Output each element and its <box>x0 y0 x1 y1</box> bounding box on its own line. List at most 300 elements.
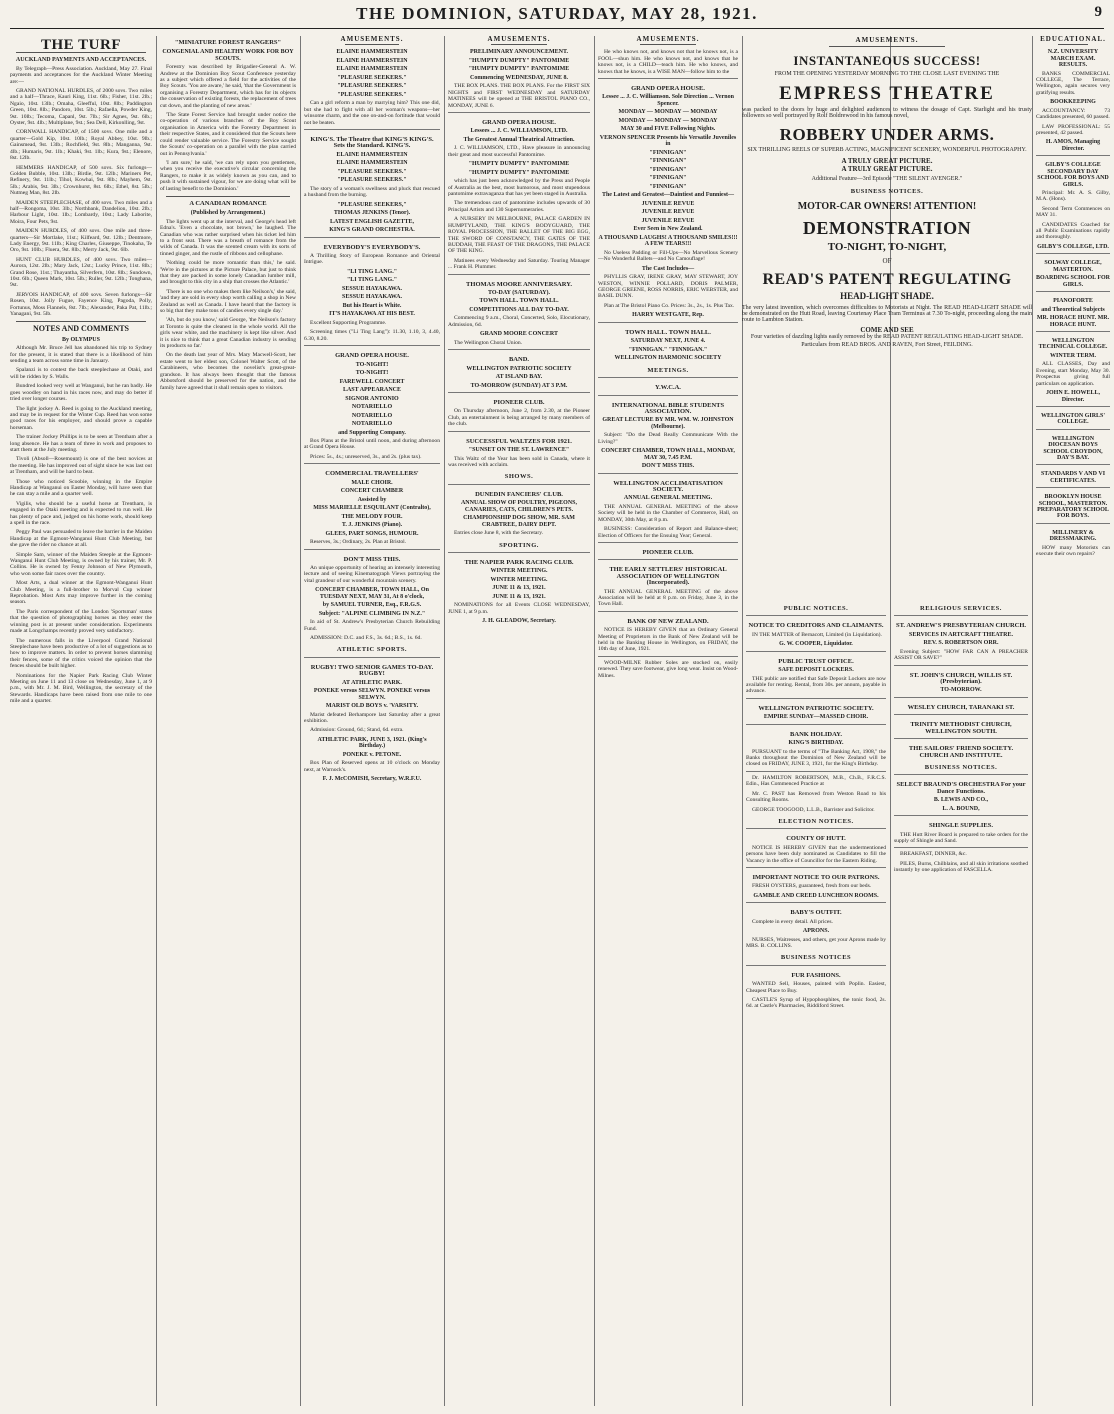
ad-venue: CONCERT CHAMBER, TOWN HALL, On TUESDAY NEXT, MAY 31, At 8 o'clock, <box>315 587 429 600</box>
notice-text: NURSES, Waitresses, and others, get your Aprons made by MRS. B. COLLINS. <box>746 936 886 949</box>
article-paragraph: Most Arts, a dual winner at the Egmont-Wanganui Hunt Club Meeting, is a full-brother to Morval Cup winner Reprobation. Most Arts may improve further in the coming season. <box>10 580 152 606</box>
article-paragraph: JERVOIS HANDICAP, of 400 sovs. Seven furlongs—Sir Rosen, 10st. Jolly Fugue, Fayence King, Pagoda, Polly, Fortunus, Moss Flannels, 8st. 7lb.; Alexander, Paka Pat, 11lb.; Yanagani, 9st. 5lb. <box>10 291 152 318</box>
ad-film-title: "PLEASURE SEEKERS." <box>337 74 407 81</box>
ad-text: Prices: 5s., 4s.; unreserved, 3s., and 2s. (plus tax). <box>310 453 422 460</box>
notice-heading: WELLINGTON PATRIOTIC SOCIETY. <box>758 704 874 712</box>
ad-text: Reserves, 3s.; Ordinary, 2s. Plan at Bristol. <box>310 539 407 546</box>
article-paragraph: Spalanzi is to contest the back steeplechase at Otaki, and will be ridden by S. Walls. <box>10 367 152 380</box>
column-amusements-3 <box>598 36 738 1406</box>
notice-text: HOW many Motorists can execute their own repairs? <box>1036 544 1110 558</box>
ad-heading: TOWN HALL. TOWN HALL. <box>625 328 711 336</box>
notice-doctor <box>746 771 886 813</box>
ad-feature: "SUNSET ON THE ST. LAWRENCE" <box>468 447 570 454</box>
notice-standards <box>1036 464 1110 484</box>
ad-feature: COMPETITIONS ALL DAY TO-DAY. <box>469 306 569 313</box>
ad-performer: NOTARIELLO <box>351 404 393 410</box>
notice-subheading: APRONS. <box>802 928 830 935</box>
notice-text: ALL CLASSES, Day and Evening, start Monday, May 30. Prospectus giving full particulars on application. <box>1036 361 1110 387</box>
ad-text: A NURSERY IN MELBOURNE, PALACE GARDEN IN HUMPTYLAND, THE KING'S BODYGUARD, THE ROYAL PROCESSION, THE BALLET OF THE BIG EGG, THE SWORD OF CONSTANCY, THE GATES OF THE BUDDAH, THE FEAST OF THE DRAGONS, THE PALACE OF THE KING. <box>448 216 590 255</box>
notice-text: CASTLE'S Syrup of Hypophosphites, the tonic food, 2s. 6d. at Castle's Pharmacies, Riddiford Street. <box>746 997 886 1010</box>
notice-heading: WELLINGTON DIOCESAN BOYS SCHOOL CROYDON, DAY'S BAY. <box>1043 435 1103 462</box>
ad-text: Four varieties of dazzling lights easily removed by the READ PATENT REGULATING HEAD-LIGHT SHADE. <box>750 334 1024 340</box>
ad-performer: MISS MARIELLE ESQUILANT (Contralto), <box>313 505 431 512</box>
column-heading: EDUCATIONAL. <box>1036 36 1110 45</box>
ad-travellers-choir <box>304 463 440 545</box>
ad-heading: GRAND OPERA HOUSE. <box>482 119 556 127</box>
ad-tagline: COME AND SEE <box>860 326 914 334</box>
ad-text: Box Plan of Reserved opens at 10 o'clock on Monday next, at Warnock's. <box>304 760 440 773</box>
section-label: RELIGIOUS SERVICES. <box>920 605 1002 612</box>
ad-feature: "HUMPTY DUMPTY" PANTOMIME <box>468 57 570 64</box>
ad-star-name: ELAINE HAMMERSTEIN <box>336 151 408 158</box>
ad-date: JUNE 11 & 13, 1921. <box>492 585 546 592</box>
ad-heading: SUCCESSFUL WALTZES FOR 1921. <box>466 437 572 445</box>
ad-venue: ATHLETIC PARK, JUNE 3, 1921. (King's Birthday.) <box>317 736 427 750</box>
ad-venue: AT ATHLETIC PARK. <box>342 679 402 686</box>
article-paragraph: 'The State Forest Service had brought under notice the co-operation of various branches of the Boy Scout organisation in America with the Forestry Department in their respective States, and it considered that the Scouts here could render valuable service. The Forestry Service sought the Scouts' co-operation on a parallel with the plan carried out in Pennsylvania.' <box>160 112 296 157</box>
ad-film-title: "PLEASURE SEEKERS," <box>337 201 407 208</box>
ad-band <box>448 349 590 389</box>
ad-feature: WINTER MEETING. <box>490 568 548 575</box>
ad-humpty-dumpty <box>448 112 590 271</box>
column-heading: AMUSEMENTS. <box>448 36 590 45</box>
ad-venue: TOWN HALL. TOWN HALL. <box>479 298 559 305</box>
article-paragraph: 'There is no one who makes them like Neilson's,' she said, 'and they are sold in every shop worth calling a shop in New Zealand as well as Canada. I have heard that the factory is so big that they make tons of candies every single day.' <box>160 288 296 315</box>
ad-text: Can a girl reform a man by marrying him? This one did, but she had to fight with all her woman's weapons—her winsome charm, and the one on-and-on fortitude that would not be beaten. <box>304 100 440 126</box>
notice-shingle <box>894 815 1028 844</box>
ad-text: THE BOX PLANS. THE BOX PLANS. For the FIRST SIX NIGHTS and FIRST WEDNESDAY and SATURDAY MATINEES will be opened at THE BRISTOL PIANO CO., MONDAY, JUNE 6. <box>448 83 590 109</box>
ad-text: J. C. WILLIAMSON, LTD., Have pleasure in announcing their great and most successful Pantomime. <box>448 145 590 158</box>
notice-heading: GILBY'S COLLEGE SECONDARY DAY SCHOOL FOR BOYS AND GIRLS. <box>1037 162 1109 188</box>
ad-heading: EVERYBODY'S EVERYBODY'S. <box>323 243 421 251</box>
ad-tagline: A TRULY GREAT PICTURE. <box>841 157 933 165</box>
ad-feature: KING'S GRAND ORCHESTRA. <box>329 227 415 234</box>
divider <box>16 321 146 322</box>
notice-subheading: BOARDING SCHOOL FOR GIRLS. <box>1036 275 1110 288</box>
article-heading: "MINIATURE FOREST RANGERS" <box>174 39 282 46</box>
ad-text: On Thursday afternoon, June 2, from 2.30, at the Pioneer Club, an entertainment is being arranged by many members of the club. <box>448 408 590 428</box>
notice-heading: SOLWAY COLLEGE, MASTERTON. <box>1044 260 1102 273</box>
column-public-notices <box>746 600 886 1406</box>
column-divider <box>300 36 301 1406</box>
ad-tagline: A TRULY GREAT PICTURE. <box>841 165 933 173</box>
notice-diocesan <box>1036 429 1110 462</box>
notice-text: Mr. C. PAST has Removed from Weston Road to his Consulting Rooms. <box>746 790 886 804</box>
ad-heading: GRAND OPERA HOUSE. <box>335 352 409 360</box>
notice-technical <box>1036 331 1110 403</box>
ad-date: MONDAY — MONDAY — MONDAY <box>618 109 718 116</box>
ad-film-title: "PLEASURE SEEKERS." <box>337 168 407 175</box>
ad-feature: The Greatest Annual Theatrical Attraction. <box>463 136 575 143</box>
ad-napier-park <box>448 552 590 625</box>
article-paragraph: Nominations for the Napier Park Racing Club Winter Meeting on June 11 and 13 close on Wednesday, June 1, at 9 p.m., with Mr. J. M. Bird, Wellington, the secretary of the Stewards. Handicaps have been raised from one mile to one mile and a quarter. <box>10 672 152 705</box>
notice-subheading: SERVICES IN ARTCRAFT THEATRE. <box>909 631 1013 638</box>
notice-text: LAW PROFESSIONAL: 55 presented, 42 passed. <box>1036 123 1110 136</box>
article-paragraph: HEMMERS HANDICAP, of 500 sovs. Six furlongs—Golden Bubble, 10st. 13lb.; Birdie, 9st. 12lb.; Mariners Pet, Refinery, 9st. 11lb.; Tihol, Kowhai, 9st. 8lb.; Mayhem, 9st. 5lb.; Arabis, 9st. 3lb.; Crownhurst, 8st. 6lb.; Ethel, 8st. 5lb.; Nutmeg Man, 8st. 2lb. <box>10 164 152 197</box>
section-label: BUSINESS NOTICES. <box>924 763 998 771</box>
ad-tagline: A THOUSAND LAUGHS! A THOUSAND SMILES!!! A FEW TEARS!!! <box>598 234 738 248</box>
notice-text: Complete in every detail. All prices. <box>752 918 833 925</box>
ad-heading: PIONEER CLUB. <box>642 548 694 556</box>
notice-text: PURSUANT to the terms of "The Banking Act, 1908," the Banks throughout the Dominion of New Zealand will be closed on FRIDAY, JUNE 3, 1921, for the King's Birthday. <box>746 748 886 768</box>
article-paragraph: The trainer Jockey Phillips is to be seen at Trentham after a long absence. He has a team of three in work and proposes to start them at the July meeting. <box>10 434 152 453</box>
page-number: 9 <box>1094 4 1102 20</box>
column-heading: AMUSEMENTS. <box>742 36 1032 47</box>
notice-trinity <box>894 714 1028 735</box>
notice-subheading: and Theoretical Subjects <box>1041 306 1105 313</box>
ad-performer: NOTARIELLO <box>351 421 393 427</box>
ad-headline: INSTANTANEOUS SUCCESS! <box>793 53 981 68</box>
ad-date: TO-DAY (SATURDAY). <box>487 289 551 296</box>
ad-film-title: "LI TING LANG." <box>346 277 398 284</box>
ad-everybodys <box>304 237 440 342</box>
column-amusements-1 <box>304 36 440 1406</box>
ad-rugby <box>304 657 440 783</box>
notice-patriotic <box>746 698 886 721</box>
ad-text: Subject: "Do the Dead Really Communicate With the Living?" <box>598 432 738 445</box>
ad-text: SIX THRILLING REELS OF SUPERB ACTING, MAGNIFICENT SCENERY, WONDERFUL PHOTOGRAPHY. <box>747 147 1027 153</box>
ad-early-settlers <box>598 559 738 607</box>
ad-text: NOMINATIONS for all Events CLOSE WEDNESDAY, JUNE 1, at 9 p.m. <box>448 602 590 615</box>
ad-heading: COMMERCIAL TRAVELLERS' <box>325 470 419 478</box>
ad-feature: "HUMPTY DUMPTY" PANTOMIME <box>468 66 570 73</box>
article-paragraph: On the death last year of Mrs. Mary Macwell-Scott, her estate went to her eldest son, Colonel Walter Scott, of the Carabineers, who becomes the novelist's great-great-grandson. It has always been thought that the famous Abbotsford should be preserved for the nation, and the family have agreed that it shall remain open to visitors. <box>160 352 296 391</box>
ad-feature: WELLINGTON PATRIOTIC SOCIETY <box>466 365 572 372</box>
section-label: SHOWS. <box>504 473 534 481</box>
notice-heading: FUR FASHIONS. <box>791 971 841 979</box>
column-divider <box>444 36 445 1406</box>
ad-tagline: DON'T MISS THIS. <box>641 463 695 470</box>
ad-date: SATURDAY NEXT, JUNE 4. <box>630 338 706 345</box>
article-paragraph: Those who noticed Scoobie, winning in the Empire Handicap at Wanganui on Easter Monday, will have seen that he can stay a mile and a quarter well. <box>10 478 152 498</box>
divider <box>166 196 290 197</box>
notice-gilbys <box>1036 155 1110 250</box>
ad-signature: HARRY WESTGATE, Rep. <box>632 312 704 319</box>
ad-film-title: "FINNIGAN" <box>649 166 687 173</box>
article-paragraph: By Telegraph—Press Association. Auckland, May 27. Final payments and acceptances for the Auckland Winter Meeting are:— <box>10 65 152 85</box>
ad-text: ADMISSION: D.C. and F.S., 3s. 6d.; B.S., 1s. 6d. <box>310 634 422 641</box>
article-paragraph: The light jockey A. Reed is going to the Auckland meeting, and may be in request for the Winter Cup. Reed has won some good races for his employer, and should prove a capable horseman. <box>10 405 152 431</box>
ad-star-name: ELAINE HAMMERSTEIN <box>336 57 408 64</box>
ad-kings-theatre <box>304 129 440 234</box>
ad-date: MONDAY — MONDAY — MONDAY <box>618 117 718 124</box>
ad-grand-opera-house <box>304 345 440 460</box>
ad-text: The tremendous cast of pantomime includes upwards of 30 Principal Artists and 130 Supernumeraries. <box>448 200 590 213</box>
notice-faulds <box>894 847 1028 873</box>
ad-text: This Waltz of the Year has been sold in Canada, where it was received with acclaim. <box>448 455 590 468</box>
notice-heading: SHINGLE SUPPLIES. <box>929 822 993 830</box>
notice-subheading: GAMBLE AND CREED LUNCHEON ROOMS. <box>753 892 879 899</box>
section-label: BUSINESS NOTICES <box>780 954 852 962</box>
ad-feature: "HUMPTY DUMPTY" PANTOMIME <box>468 161 570 168</box>
ad-film-title: "FINNIGAN" <box>649 175 687 182</box>
ad-feature: WELLINGTON HARMONIC SOCIETY <box>614 355 722 362</box>
ad-venue: AT ISLAND BAY. <box>495 374 543 381</box>
notice-public-trust <box>746 651 886 695</box>
ad-text: He who knows not, and knows not that he knows not, is a FOOL—shun him. He who knows not, and knows that he knows not, is a CHILD—teach him. He who knows, and knows that he knows, is a WISE MAN—follow him to the <box>598 49 738 75</box>
ad-feature: WINTER MEETING. <box>490 576 548 583</box>
ad-heading: BANK OF NEW ZEALAND. <box>627 617 709 625</box>
notice-braund <box>894 774 1028 812</box>
notice-heading: BANK HOLIDAY. <box>790 730 842 738</box>
ad-text: Additional Feature—3rd Episode "THE SILENT AVENGER." <box>811 176 963 182</box>
ad-text: Admission: Ground, 6d.; Stand, 6d. extra. <box>310 727 404 734</box>
ad-performer: T. J. JENKINS (Piano). <box>341 522 403 529</box>
ad-feature: PONEKE v. PETONE. <box>342 751 402 758</box>
ad-film-title: "FINNIGAN" <box>649 158 687 165</box>
notice-subheading: MR. HORACE HUNT. MR. HORACE HUNT. <box>1036 315 1110 328</box>
ad-headline: DEMONSTRATION <box>802 218 972 238</box>
ad-date: Commencing WEDNESDAY, JUNE 8. <box>470 74 568 81</box>
ad-feature: ANNUAL GENERAL MEETING. <box>623 495 713 502</box>
notice-heading: PIANOFORTE <box>1053 298 1093 305</box>
newspaper-title: THE DOMINION, SATURDAY, MAY 28, 1921. <box>356 4 758 23</box>
ad-bank-nz <box>598 611 738 653</box>
column-divider <box>156 36 157 1406</box>
notice-solway <box>1036 253 1110 288</box>
ad-heading: WELLINGTON ACCLIMATISATION SOCIETY. <box>613 479 723 494</box>
ad-tagline: Ever Seen in New Zealand. <box>633 226 703 233</box>
byline: By OLYMPUS <box>62 336 100 343</box>
ad-text: OF <box>882 257 892 265</box>
notice-heading: STANDARDS V AND VI CERTIFICATES. <box>1040 471 1106 484</box>
ad-signature: F. J. McCOMISH, Secretary, W.R.F.U. <box>322 776 422 783</box>
ad-text: Particulars from READ BROS. AND RAVEN, Fort Street, FEILDING. <box>801 342 973 348</box>
ad-star-name: ELAINE HAMMERSTEIN <box>336 160 408 167</box>
ad-feature: "HUMPTY DUMPTY" PANTOMIME <box>468 169 570 176</box>
ad-heading: DUNEDIN FANCIERS' CLUB. <box>475 490 563 498</box>
ad-text: Entries close June 8, with the Secretary. <box>454 530 544 537</box>
notice-subheading: TO-MORROW. <box>940 687 982 694</box>
ad-text: PHYLLIS GRAY, IRENE GRAY, MAY STEWART, JOY WESTON, WINNIE POLLARD, DORIS PALMER, GEORGE GREENE, ROSS NORRIS, ERIC WEBSTER, and BASIL DUNN. <box>598 274 738 300</box>
column-turf <box>10 36 152 1406</box>
notice-creditors <box>746 615 886 647</box>
notice-subheading: REV. S. ROBERTSON ORR. <box>923 640 999 647</box>
notice-subheading: B. LEWIS AND CO., <box>933 797 989 804</box>
ad-performer: THOMAS JENKINS (Tenor). <box>333 210 411 217</box>
column-religious <box>894 600 1028 1406</box>
notice-text: THE public are notified that Safe Deposit Lockers are now available for renting. Rental, from 30s. per annum, payable in advance. <box>746 675 886 695</box>
article-paragraph: Bundred looked very well at Wanganui, but he ran badly. He goes woodley on hand in his races now, and may do better if tried over longer courses. <box>10 383 152 403</box>
article-paragraph: MAIDEN STEEPLECHASE, of 400 sovs. Two miles and a half—Rongoma, 10st. 3lb.; Northbank, Dandelion, 10st. 2lb.; Harbour Light, 10st. 1lb.; Lombardy, 10st.; Lady Laborite, Moira, Four Pets, 9st. <box>10 199 152 225</box>
notice-wesley <box>894 697 1028 711</box>
column-amusements-2 <box>448 36 590 1406</box>
ad-feature: CHAMPIONSHIP DOG SHOW, MR. SAM CRABTREE, DAIRY DEPT. <box>463 515 575 528</box>
article-paragraph: 'Nothing could be more romantic than this,' he said. 'We're in the pictures at the Picture Palace, but just to think that they are packed in some lonely Canadian lumber mill, and brought to this city in a ship that crosses the Atlantic.' <box>160 260 296 286</box>
article-paragraph: The lights went up at the interval, and George's head left Edna's. 'Even a chocolate, not brown,' he laughed. The Canadian who was rather surprised when his ticket led him to a front seat. There was a breath of romance from the wilds of Canada. It was the scented cream with its sorts of tinned ginger, and the rustle of ribbons and cellophane. <box>160 218 296 257</box>
notice-text: Principal: Mr. A. S. Gilby, M.A. (Hons). <box>1036 190 1110 203</box>
article-subheading: CONGENIAL AND HEALTHY WORK FOR BOY SCOUTS. <box>162 49 294 62</box>
notice-subheading: GILBY'S COLLEGE, LTD. <box>1037 243 1109 250</box>
ad-ywca <box>598 377 738 391</box>
ad-date: TO-NIGHT, TO-NIGHT, <box>827 241 947 253</box>
ad-feature: FAREWELL CONCERT <box>339 378 405 385</box>
ad-star-name: SESSUE HAYAKAWA. <box>342 285 402 292</box>
article-note: (Published by Arrangement.) <box>190 210 266 217</box>
notice-signature: H. AMOS, Managing Director. <box>1045 139 1101 152</box>
notice-brooklyn <box>1036 487 1110 520</box>
ad-heading: THE NAPIER PARK RACING CLUB. <box>464 559 574 567</box>
notice-text: GEORGE TOOGOOD, L.L.B., Barrister and Solicitor. <box>752 806 875 813</box>
ad-feature: ANNUAL SHOW OF POULTRY, PIGEONS, CANARIES, CATS, CHILDREN'S PETS. <box>460 500 578 513</box>
ad-performer: by SAMUEL TURNER, Esq., F.R.G.S. <box>322 602 422 609</box>
ad-pioneer-club <box>448 392 590 428</box>
ad-text: Matinees every Wednesday and Saturday. Touring Manager ... Frank H. Plummer. <box>448 257 590 271</box>
ad-feature: GLEES, PART SONGS, HUMOUR. <box>325 530 419 537</box>
ad-date: TO-NIGHT! <box>355 370 389 376</box>
notice-subheading: SAFE DEPOSIT LOCKERS. <box>778 667 854 674</box>
notice-heading: PUBLIC TRUST OFFICE. <box>778 657 854 665</box>
ad-feature: PONEKE versus SELWYN. PONEKE versus SELWYN. <box>313 688 431 701</box>
ad-text: The very latest invention, which overcomes difficulties to Motorists at Night. The READ HEAD-LIGHT SHADE will be demonstrated on the Hutt Road, leaving Courtenay Place Tram Terminus at 7.30 To-night, proceeding along the main route to Lambton Station. <box>742 305 1032 323</box>
section-label: SPORTING. <box>499 541 539 549</box>
ad-feature: MARIST OLD BOYS v. 'VARSITY. <box>325 703 419 710</box>
notice-text: Second Term Commences on MAY 31. <box>1036 205 1110 219</box>
ad-text: Commencing 9 a.m., Choral, Concerted, Solo, Elocutionary, Admission, 6d. <box>448 315 590 328</box>
ad-star-name: ELAINE HAMMERSTEIN <box>336 49 408 56</box>
ad-text: An unique opportunity of hearing an intensely interesting lecture and of seeing Kinematograph Views portraying the vital grandeur of our wonderful mountain scenery. <box>304 564 440 584</box>
ad-heading: THOMAS MOORE ANNIVERSARY. <box>466 280 572 288</box>
ad-heading: INTERNATIONAL BIBLE STUDENTS ASSOCIATION. <box>611 401 725 415</box>
ad-performer: NOTARIELLO <box>351 412 393 419</box>
notice-heading: ST. JOHN'S CHURCH, WILLIS ST. (Presbyterian). <box>909 671 1013 686</box>
ad-film-title: "PLEASURE SEEKERS." <box>337 91 407 98</box>
ad-heading: PIONEER CLUB. <box>493 399 545 407</box>
ad-text: Excellent Supporting Programme. <box>310 319 387 326</box>
ad-feature: GRAND MOORE CONCERT <box>479 331 559 338</box>
ad-text: Marist defeated Berhampore last Saturday after a great exhibition. <box>304 711 440 724</box>
notice-st-johns <box>894 665 1028 694</box>
notice-heading: THE SAILORS' FRIEND SOCIETY. CHURCH AND INSTITUTE. <box>908 745 1014 759</box>
notice-text: WANTED Sell, Houses, painted with Poplin. Easiest, Cheapest Place to Buy. <box>746 981 886 994</box>
section-label: ATHLETIC SPORTS. <box>336 646 408 654</box>
ad-film-title: "LI TING LANG." <box>346 268 398 275</box>
ad-tagline: The Latest and Greatest—Daintiest and Funniest— <box>601 192 735 199</box>
ad-date: TO-NIGHT! <box>355 361 389 368</box>
ad-text: THE ANNUAL GENERAL MEETING of the above Society will be held in the Chamber of Commerce, Hall, on MONDAY, 30th May, at 8 p.m. <box>598 503 738 523</box>
ad-text: Box Plans at the Bristol until noon, and during afternoon at Grand Opera House. <box>304 438 440 451</box>
article-paragraph: MAIDEN HURDLES, of 400 sovs. One mile and three-quarters—Sir Mortlake, 11st.; Kilfeard, 9st. 12lb.; Dentmore, Lady Energy, 9st. 11lb.; King Charles, Giuseppe, Tinokaha, Te Oro, 9st. 10lb.; Fluera, 9st. 8lb.; Merry Jack, 9st. 6lb. <box>10 228 152 254</box>
ad-text: which has just been acknowledged by the Press and People of Australia as the best, most humorous, and most stupendous pantomime extravaganza that has yet been staged in Australia. <box>448 178 590 198</box>
ad-film-title: "FINNIGAN" <box>649 183 687 190</box>
ad-text: FROM THE OPENING YESTERDAY MORNING TO THE CLOSE LAST EVENING THE <box>774 71 1000 77</box>
ad-heading: Y.W.C.A. <box>655 384 681 392</box>
column-divider <box>594 36 595 1406</box>
ad-heading: RUGBY! TWO SENIOR GAMES TO-DAY. RUGBY! <box>310 663 434 678</box>
article-paragraph: Forestry was described by Brigadier-General A. W. Andrew at the Dominion Boy Scout Conference yesterday as a subject which offered a field for the activities of the Boy Scouts. 'You are aware,' he said, 'that the Government is organising a Forestry Department, which has for its objects the conservation of existing forests, the replacement of trees cut down, and the planting of new areas.' <box>160 64 296 109</box>
section-label: BUSINESS NOTICES. <box>850 188 924 195</box>
notice-heading: MILLINERY & DRESSMAKING. <box>1049 529 1097 543</box>
ad-heading: PRELIMINARY ANNOUNCEMENT. <box>469 49 569 56</box>
ad-date: JUNE 11 & 13, 1921. <box>492 593 546 600</box>
section-heading: THE TURF <box>41 37 121 53</box>
notice-signature: JOHN E. HOWELL, Director. <box>1045 390 1100 403</box>
notice-fur <box>746 965 886 1010</box>
notice-subheading: WINTER TERM. <box>1050 352 1096 359</box>
notice-text: BANKS COMMERCIAL COLLEGE, The Terrace, Wellington, again secures very gratifying results. <box>1036 70 1110 96</box>
notice-heading: WESLEY CHURCH, TARANAKI ST. <box>907 703 1015 711</box>
notice-text: NOTICE IS HEREBY GIVEN that the undermentioned persons have been duly nominated as Candidates to fill the Vacancy in the office of Councillor for the Eastern Riding. <box>746 844 886 864</box>
ad-text: NOTICE IS HEREBY GIVEN that an Ordinary General Meeting of Proprietors in the Bank of New Zealand will be held in the Banking House in Wellington, on FRIDAY, the 10th day of June, 1921. <box>598 627 738 653</box>
ad-heading: BAND. <box>508 356 530 364</box>
notice-heading: SELECT BRAUND'S ORCHESTRA For your Dance Functions. <box>896 781 1026 795</box>
ad-harmonic-society <box>598 322 738 362</box>
ad-film-title: ROBBERY UNDER ARMS. <box>779 125 995 144</box>
article-heading: NOTES AND COMMENTS <box>32 324 129 334</box>
notice-subheading: EMPIRE SUNDAY—MASSED CHOIR. <box>763 714 869 721</box>
ad-text: The Wellington Choral Union. <box>454 339 523 346</box>
article-paragraph: GRAND NATIONAL HURDLES, of 2000 sovs. Two miles and a half—Thrace, Kauri King, 11st. 6lb.; Fisher, 11st. 2lb.; Ngaio, 10st. 13lb.; Omaha, Gleefful, 10st. 8lb.; Paddington Green, 10st. 8lb.; Pandoro, 10st. 5lb.; Rafaella, Powder King, 9st. 10lb.; Tecoma, Capanl, 9st. 7lb.; Sir Agnes, 9st. 6lb.; Oyster, 9st. 4lb.; Multiplane, 9st.; Sea Dell, Kirkonlling, 9st. <box>10 88 152 127</box>
ad-waltzes <box>448 431 590 469</box>
ad-empress-theatre <box>742 36 1032 348</box>
notice-text: ACCOUNTANCY: 73 Candidates presented, 60 passed. <box>1036 107 1110 121</box>
notice-st-andrews <box>894 615 1028 661</box>
ad-venue: CONCERT CHAMBER, TOWN HALL, MONDAY, MAY 30, 7.45 P.M. <box>601 448 735 461</box>
ad-heading: DON'T MISS THIS. <box>343 555 401 563</box>
notice-heading: N.Z. UNIVERSITY MARCH EXAM. RESULTS. <box>1047 49 1099 69</box>
ad-text: The story of a woman's swellness and pluck that rescued a husband from the burning. <box>304 185 440 199</box>
notice-text: PILES, Burns, Chilblains, and all skin irritations soothed instantly by one application of FASCELLA. <box>894 860 1028 874</box>
ad-wood-milne <box>598 656 738 679</box>
ad-text: A Thrilling Story of European Romance and Oriental Intrigue. <box>304 253 440 266</box>
column-forest-rangers <box>160 36 296 1406</box>
notice-subheading: BOOKKEEPING <box>1050 99 1096 106</box>
notice-baby-outfit <box>746 902 886 949</box>
ad-film-title: "PLEASURE SEEKERS." <box>337 177 407 184</box>
notice-girls-college <box>1036 406 1110 426</box>
notice-text: Evening Subject: "HOW FAR CAN A PREACHER ASSIST OR SAVE?" <box>894 648 1028 662</box>
notice-heading: WELLINGTON TECHNICAL COLLEGE. <box>1038 338 1108 351</box>
column-divider <box>1032 36 1033 1406</box>
ad-film-title: "FINNIGAN" <box>649 149 687 156</box>
ad-text: WOOD-MILNE Rubber Soles are stocked on, easily renewed. They save footwear, give long wear. Insist on Wood-Milnes. <box>598 659 738 679</box>
ad-tagline: But his Heart is White. <box>342 302 402 309</box>
ad-feature: GREAT LECTURE BY MR. WM. W. JOHNSTON (Melbourne). <box>602 417 734 430</box>
section-label: ELECTION NOTICES. <box>778 817 854 825</box>
ad-performer: SIGNOR ANTONIO <box>345 395 399 402</box>
notice-sailors <box>894 738 1028 759</box>
ad-tagline: IT'S HAYAKAWA AT HIS BEST. <box>329 311 415 318</box>
notice-subheading: L. A. BOUND, <box>942 805 980 812</box>
ad-text: Plan at The Bristol Piano Co. Prices: 3s., 2s., 1s. Plus Tax. <box>604 302 735 309</box>
ad-text: BUSINESS: Consideration of Report and Balance-sheet; Election of Officers for the Ensuing Year; General. <box>598 526 738 539</box>
ad-product-name: HEAD-LIGHT SHADE. <box>840 291 934 301</box>
notice-subheading: KING'S BIRTHDAY. <box>788 740 844 747</box>
column-heading: AMUSEMENTS. <box>304 36 440 45</box>
notice-heading: BROOKLYN HOUSE SCHOOL, MASTERTON. PREPARATORY SCHOOL FOR BOYS. <box>1037 494 1109 520</box>
ad-feature: The Cast Includes— <box>641 265 695 272</box>
ad-film-title: "PLEASURE SEEKERS." <box>337 83 407 90</box>
ad-performer: THE MELODY FOUR. <box>341 513 403 520</box>
notice-heading: NOTICE TO CREDITORS AND CLAIMANTS. <box>748 622 884 630</box>
ad-pioneer-club-2 <box>598 542 738 556</box>
ad-alpine-lecture <box>304 549 440 642</box>
notice-oysters <box>746 867 886 899</box>
ad-feature: Lessees ... J. C. WILLIAMSON, LTD. <box>470 128 568 135</box>
ad-film-title: "FINNIGAN." "FINNIGAN." <box>628 346 708 353</box>
article-paragraph: Although Mr. Bruce Jell has abandoned his trip to Sydney for the present, it is stated that there is a likelihood of him sending a team across some time in January. <box>10 345 152 365</box>
notice-heading: COUNTY OF HUTT. <box>786 835 846 843</box>
article-paragraph: 'I am sure,' he said, 'we can rely upon you gentlemen, when you receive the executive's circular concerning the Rangers, to make it as widely known as you can, and to push it with sustained vigour, for we are doing what will be of lasting benefit to the Dominion.' <box>160 159 296 192</box>
notice-heading: BABY'S OUTFIT. <box>790 909 842 917</box>
ad-feature: and Supporting Company. <box>338 429 406 436</box>
ad-venue: CONCERT CHAMBER <box>340 488 404 495</box>
ad-finnigan <box>598 78 738 319</box>
column-educational <box>1036 36 1110 1406</box>
article-heading: AUCKLAND PAYMENTS AND ACCEPTANCES. <box>15 57 147 64</box>
ad-text: In aid of St. Andrew's Presbyterian Church Rebuilding Fund. <box>304 619 440 632</box>
notice-text: IN THE MATTER of Bernacott, Limited (in Liquidation). <box>752 631 882 638</box>
